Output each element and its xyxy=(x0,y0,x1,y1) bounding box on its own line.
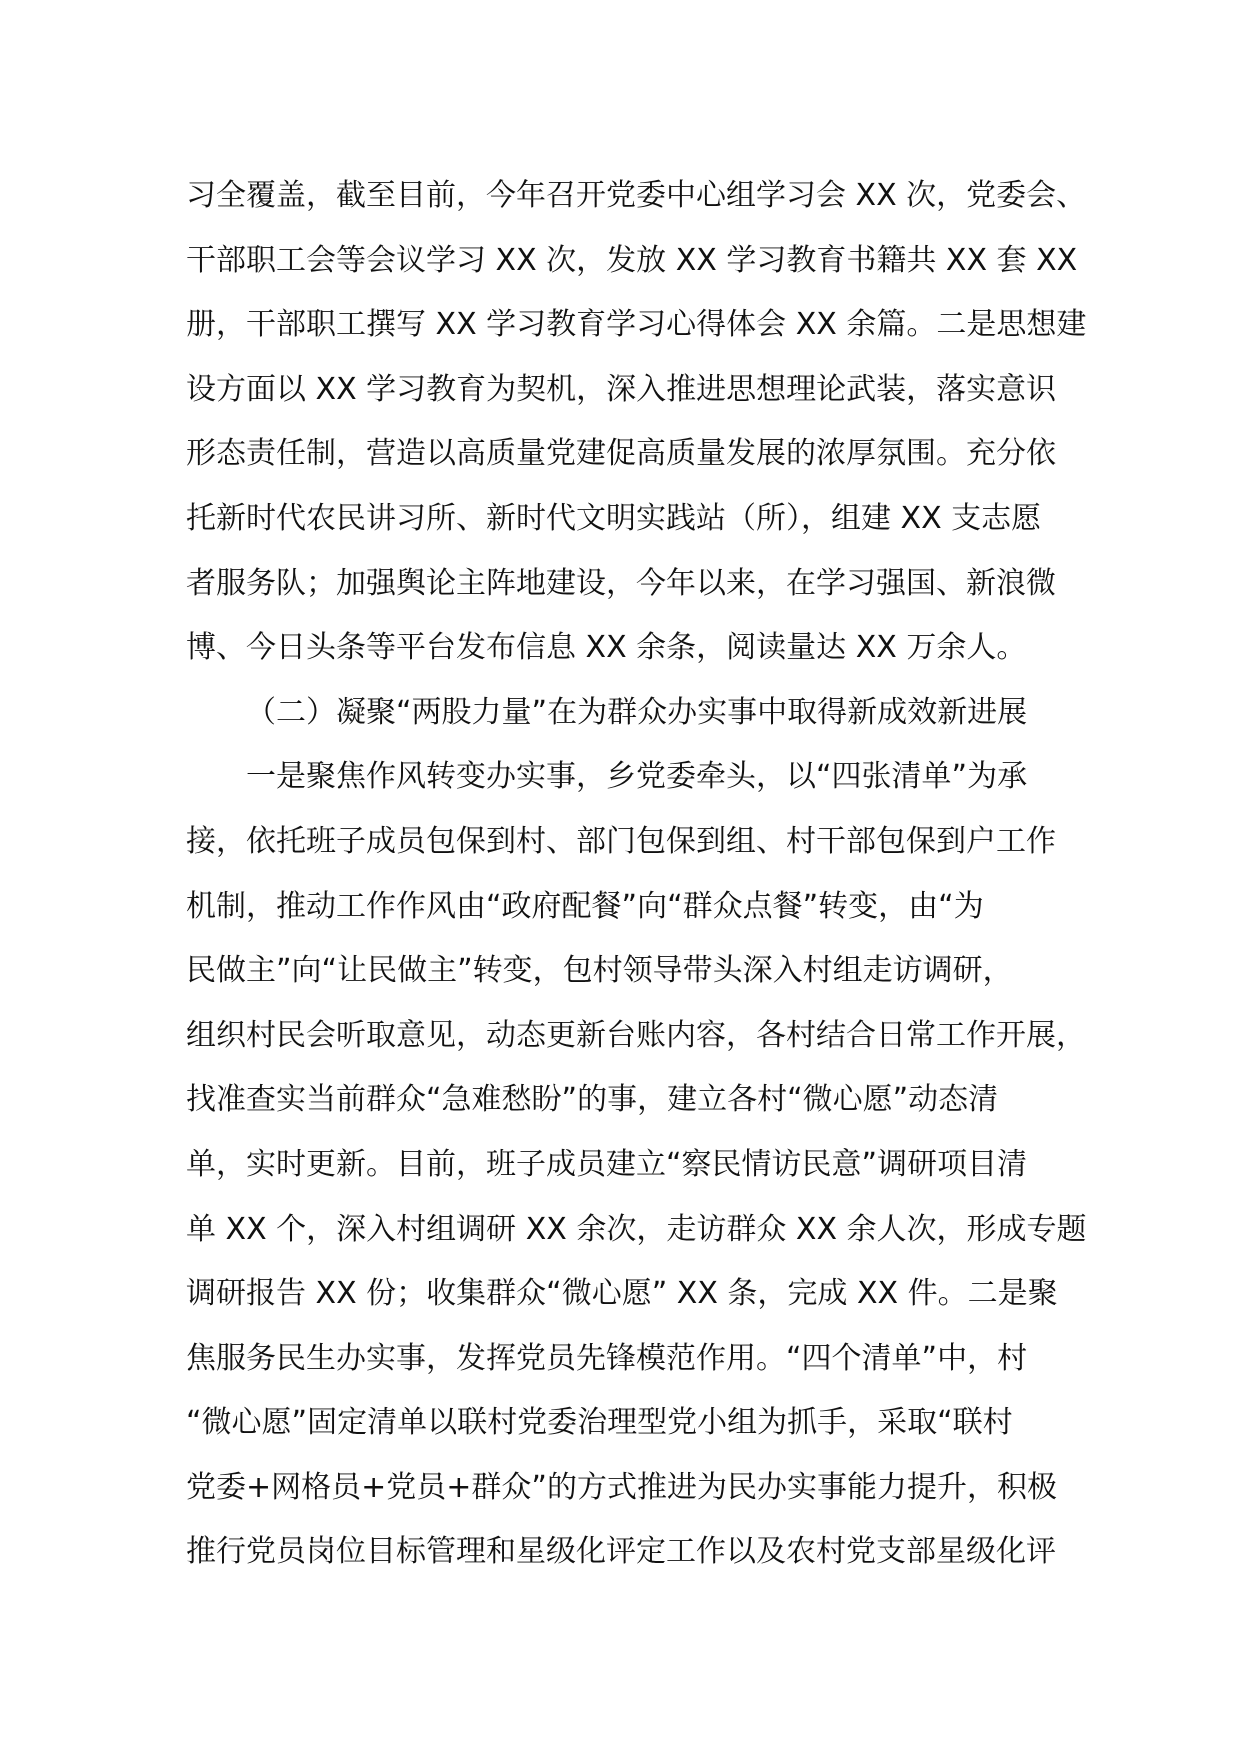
text-line: 接，依托班子成员包保到村、部门包保到组、村干部包保到户工作 xyxy=(186,823,1056,859)
text-line: 焦服务民生办实事，发挥党员先锋模范作用。“四个清单”中，村 xyxy=(186,1340,1028,1376)
text-line: 推行党员岗位目标管理和星级化评定工作以及农村党支部星级化评 xyxy=(186,1534,1056,1570)
text-line: 设方面以 XX 学习教育为契机，深入推进思想理论武装，落实意识 xyxy=(186,371,1057,407)
text-line: 册，干部职工撰写 XX 学习教育学习心得体会 XX 余篇。二是思想建 xyxy=(186,307,1087,343)
text-line: “微心愿”固定清单以联村党委治理型党小组为抓手，采取“联村 xyxy=(186,1405,1013,1441)
text-line: 机制，推动工作作风由“政府配餐”向“群众点餐”转变，由“为 xyxy=(186,888,984,924)
text-line: 单 XX 个，深入村组调研 XX 余次，走访群众 XX 余人次，形成专题 xyxy=(186,1211,1087,1247)
body-text xyxy=(186,164,1087,1585)
text-line: 民做主”向“让民做主”转变，包村领导带头深入村组走访调研， xyxy=(186,953,1013,989)
section-heading: （二）凝聚“两股力量”在为群众办实事中取得新成效新进展 xyxy=(246,694,1028,730)
text-line: 托新时代农民讲习所、新时代文明实践站（所），组建 XX 支志愿 xyxy=(186,500,1042,536)
text-line: 党委+网格员+党员+群众”的方式推进为民办实事能力提升，积极 xyxy=(186,1469,1057,1505)
text-line: 博、今日头条等平台发布信息 XX 余条，阅读量达 XX 万余人。 xyxy=(186,630,1027,666)
paragraph-first-line: 一是聚焦作风转变办实事，乡党委牵头，以“四张清单”为承 xyxy=(246,759,1028,795)
text-line: 形态责任制，营造以高质量党建促高质量发展的浓厚氛围。充分依 xyxy=(186,436,1056,472)
text-line: 组织村民会听取意见，动态更新台账内容，各村结合日常工作开展， xyxy=(186,1017,1086,1053)
text-line: 干部职工会等会议学习 XX 次，发放 XX 学习教育书籍共 XX 套 XX xyxy=(186,242,1078,278)
text-line: 习全覆盖，截至目前，今年召开党委中心组学习会 XX 次，党委会、 xyxy=(186,178,1087,213)
text-line: 调研报告 XX 份；收集群众“微心愿” XX 条，完成 XX 件。二是聚 xyxy=(186,1276,1058,1312)
text-line: 者服务队；加强舆论主阵地建设，今年以来，在学习强国、新浪微 xyxy=(186,565,1056,601)
text-line: 找准查实当前群众“急难愁盼”的事，建立各村“微心愿”动态清 xyxy=(186,1082,999,1118)
text-line: 单，实时更新。目前，班子成员建立“察民情访民意”调研项目清 xyxy=(186,1146,1028,1182)
